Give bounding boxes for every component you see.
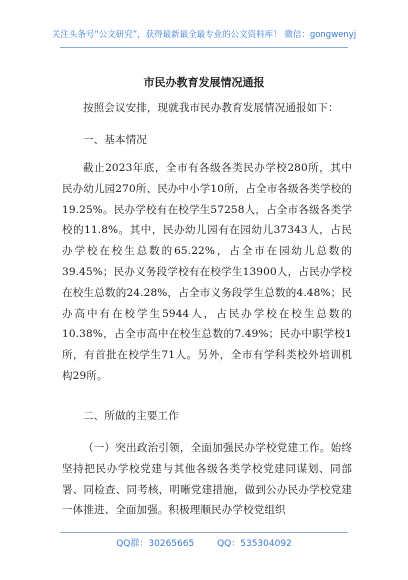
intro-paragraph: 按照会议安排，现就我市民办教育发展情况通报如下： [83,102,339,114]
footer-qq-contact: QQ：535304092 [217,539,292,549]
header-divider [60,47,348,48]
footer-qq-group: QQ群：30265665 [116,539,195,549]
section-body-main-work: （一）突出政治引领，全面加强民办学校党建工作。始终坚持把民办学校党建与其他各级各类学校党建同谋划、同部署、同检查、同考核，明晰党建措施，做到公办民办学校党建一体推进、全面加强。积极理顺民办学校党组织 [62,442,352,517]
page-header-promo: 关注头条号“公文研究”，获得最新最全最专业的公文资料库！ 微信：gongwenyj [51,30,357,40]
footer-divider [60,532,348,533]
section-heading-main-work: 二、所做的主要工作 [83,410,179,422]
section-heading-basic-info: 一、基本情况 [83,134,147,146]
document-title: 市民办教育发展情况通报 [143,76,265,89]
page-footer [0,536,408,549]
section-body-basic-info: 截止2023年底，全市有各级各类民办学校280所，其中民办幼儿园270所、民办中小学10所，占全市各级各类学校的19.25%。民办学校有在校学生57258人，占全市各级各类学校的11.8%。其中，民办幼儿园有在园幼儿37343人，占民办学校在校生总数的65.22%，占全市在园幼儿总数的39.45%；民办义务段学校有在校学生13900人，占民办学校在校生总数的24.28%，占全市义务段学生总数的4.48%；民办高中有在校学生5944人，占民办学校在校生总数的10.38%，占全市高中在校生总数的7.49%；民办中职学校1所，有首批在校学生71人。另外，全市有学科类校外培训机构29所。 [62,162,352,382]
